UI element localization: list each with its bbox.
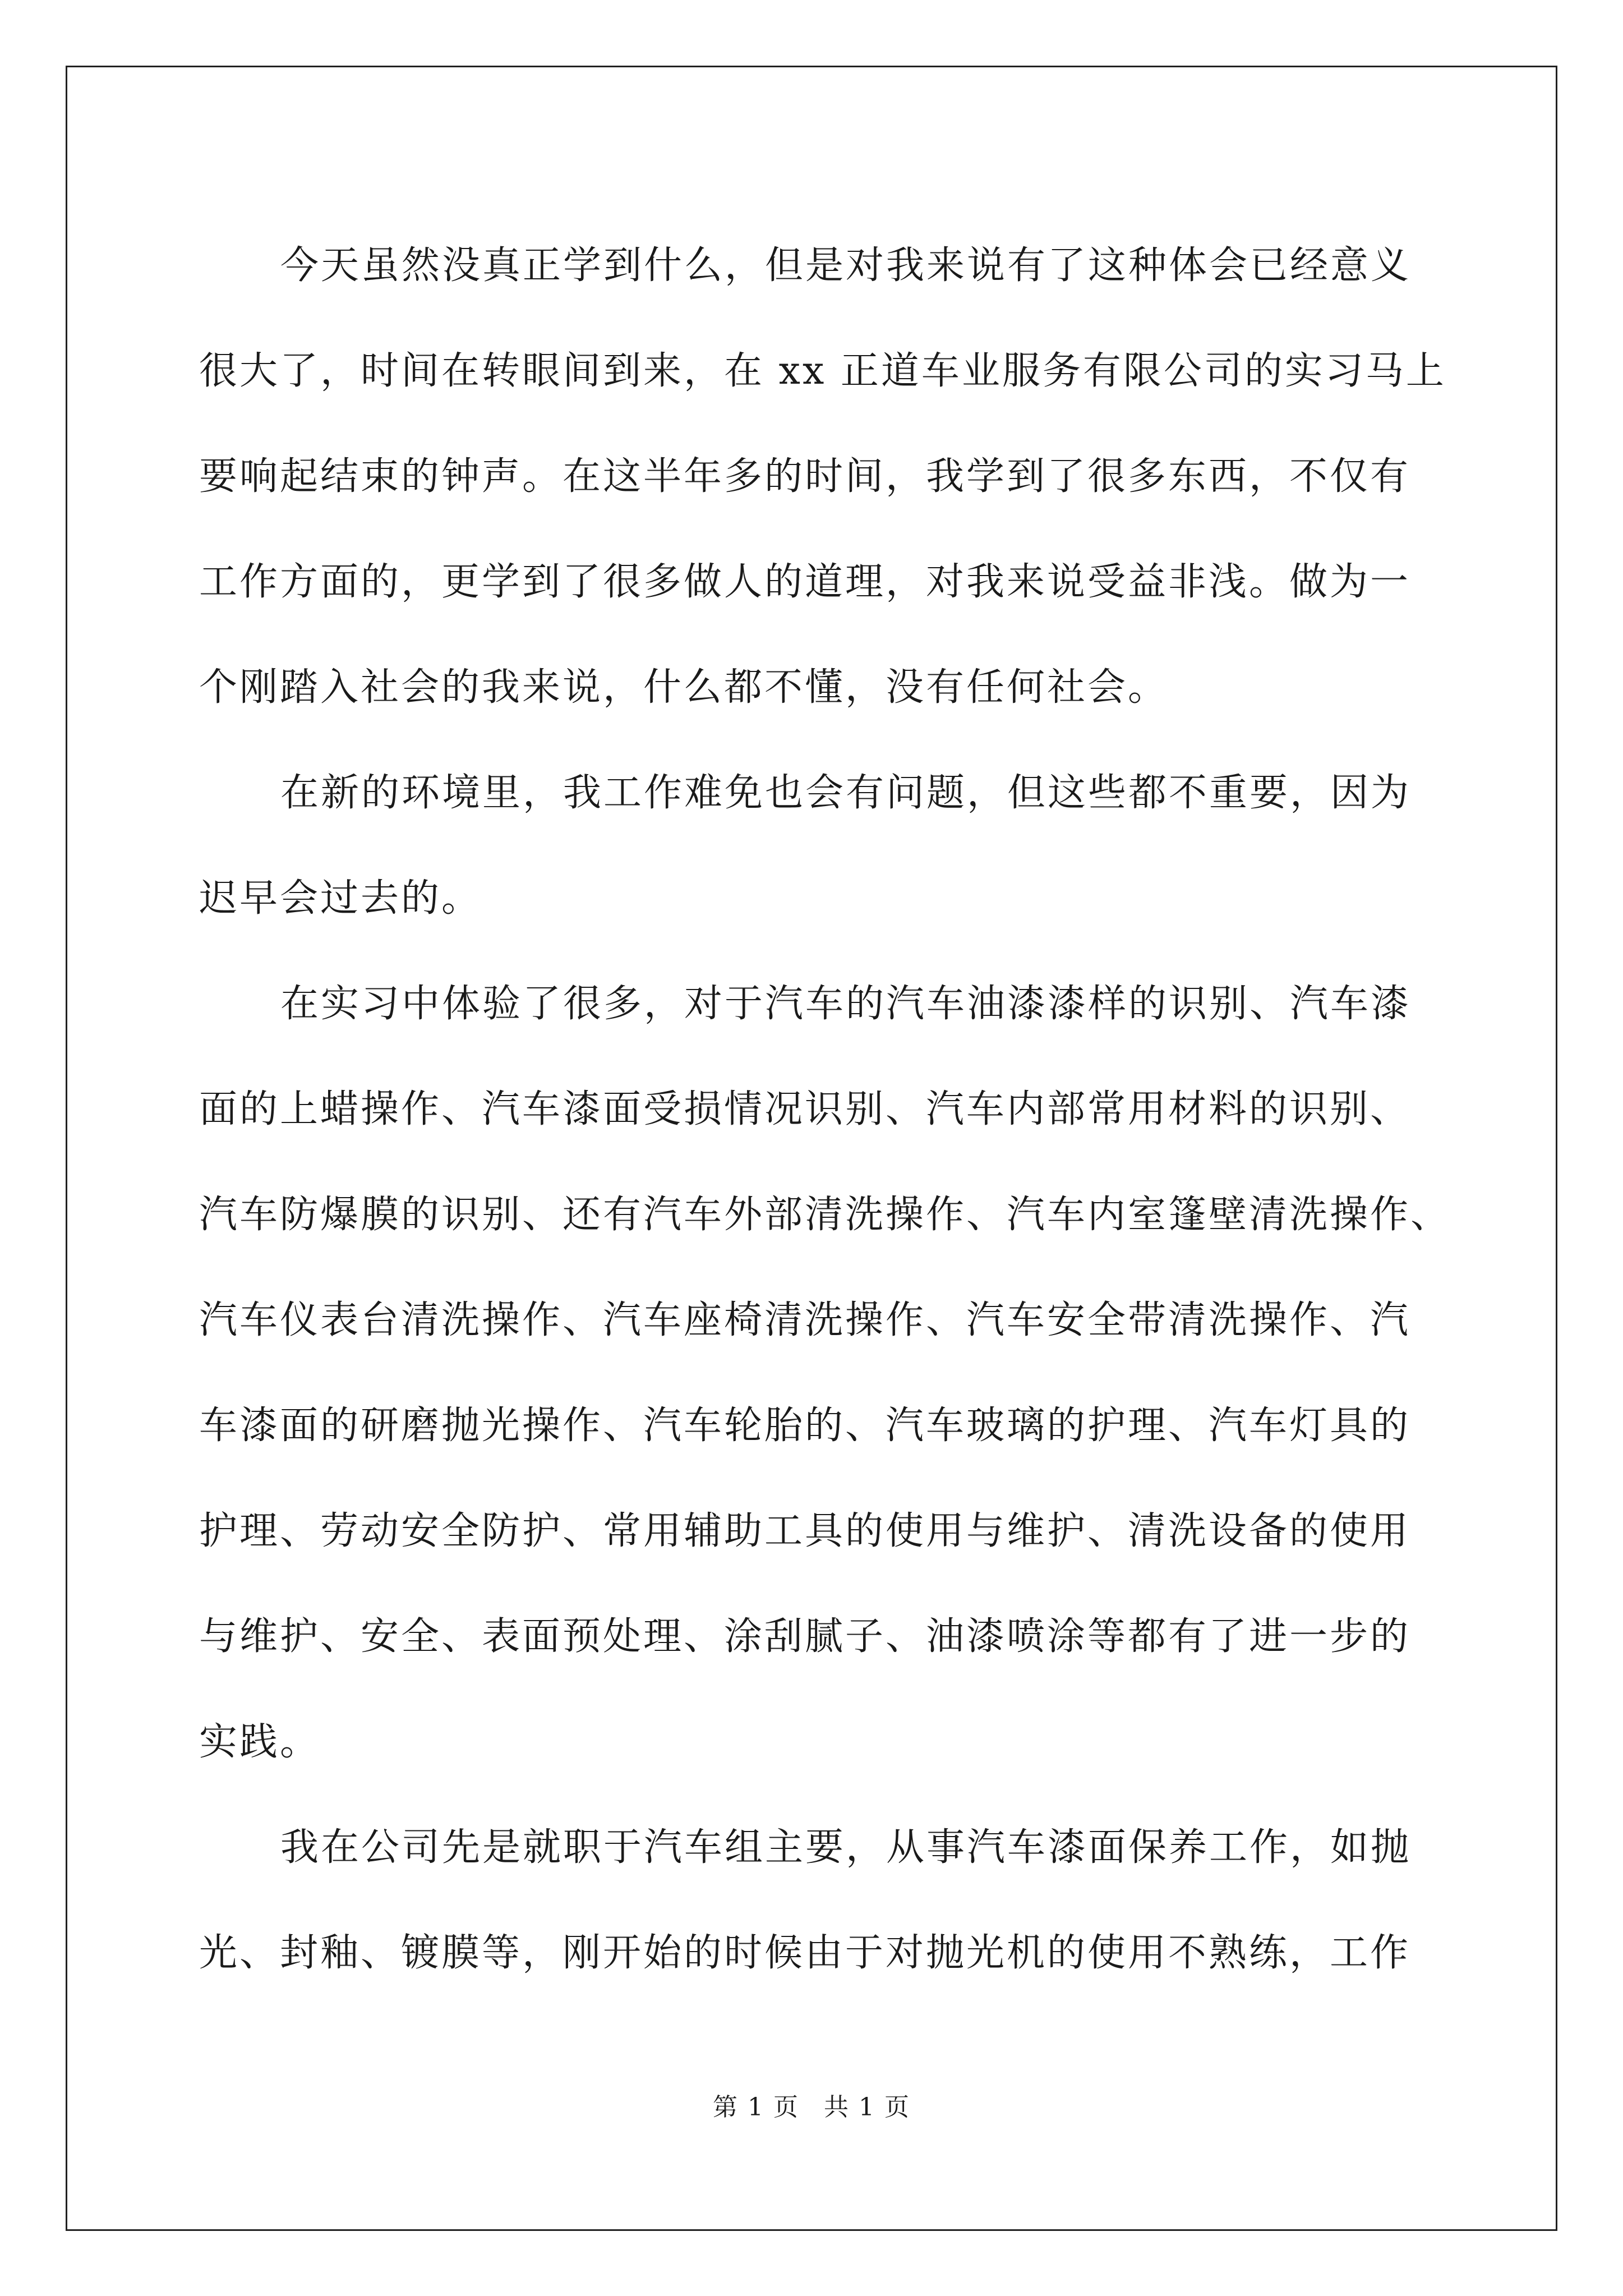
text-line: 今天虽然没真正学到什么，但是对我来说有了这种体会已经意义 — [280, 243, 1412, 288]
text-line: 面的上蜡操作、汽车漆面受损情况识别、汽车内部常用材料的识别、 — [199, 1087, 1411, 1131]
paragraph-1 — [199, 213, 1446, 740]
text-line: 汽车仪表台清洗操作、汽车座椅清洗操作、汽车安全带清洗操作、汽 — [199, 1298, 1411, 1342]
text-line: 光、封釉、镀膜等，刚开始的时候由于对抛光机的使用不熟练，工作 — [199, 1931, 1411, 1975]
text-line: 护理、劳动安全防护、常用辅助工具的使用与维护、清洗设备的使用 — [199, 1509, 1411, 1553]
page-number-current: 第 1 页 — [713, 2093, 799, 2122]
text-line: 汽车防爆膜的识别、还有汽车外部清洗操作、汽车内室篷壁清洗操作、 — [199, 1193, 1451, 1237]
paragraph-4 — [199, 1795, 1433, 2006]
paragraph-3 — [199, 951, 1451, 1795]
text-line: 在新的环境里，我工作难免也会有问题，但这些都不重要，因为 — [280, 771, 1412, 815]
paragraph-2 — [199, 740, 1433, 951]
text-line: 工作方面的，更学到了很多做人的道理，对我来说受益非浅。做为一 — [199, 560, 1411, 604]
text-line: 个刚踏入社会的我来说，什么都不懂，没有任何社会。 — [199, 665, 1169, 710]
text-line: 车漆面的研磨抛光操作、汽车轮胎的、汽车玻璃的护理、汽车灯具的 — [199, 1404, 1411, 1448]
page-footer — [0, 2087, 1623, 2123]
text-line: 在实习中体验了很多，对于汽车的汽车油漆漆样的识别、汽车漆 — [280, 982, 1412, 1026]
text-line: 要响起结束的钟声。在这半年多的时间，我学到了很多东西，不仅有 — [199, 454, 1411, 499]
document-body — [199, 213, 1451, 2006]
text-line: 与维护、安全、表面预处理、涂刮腻子、油漆喷涂等都有了进一步的 — [199, 1614, 1411, 1659]
page-number-total: 共 1 页 — [824, 2093, 910, 2122]
text-line: 很大了，时间在转眼间到来，在 xx 正道车业服务有限公司的实习马上 — [199, 349, 1446, 393]
text-line: 迟早会过去的。 — [199, 876, 482, 921]
text-line: 实践。 — [199, 1720, 321, 1764]
text-line: 我在公司先是就职于汽车组主要，从事汽车漆面保养工作，如抛 — [280, 1825, 1412, 1870]
